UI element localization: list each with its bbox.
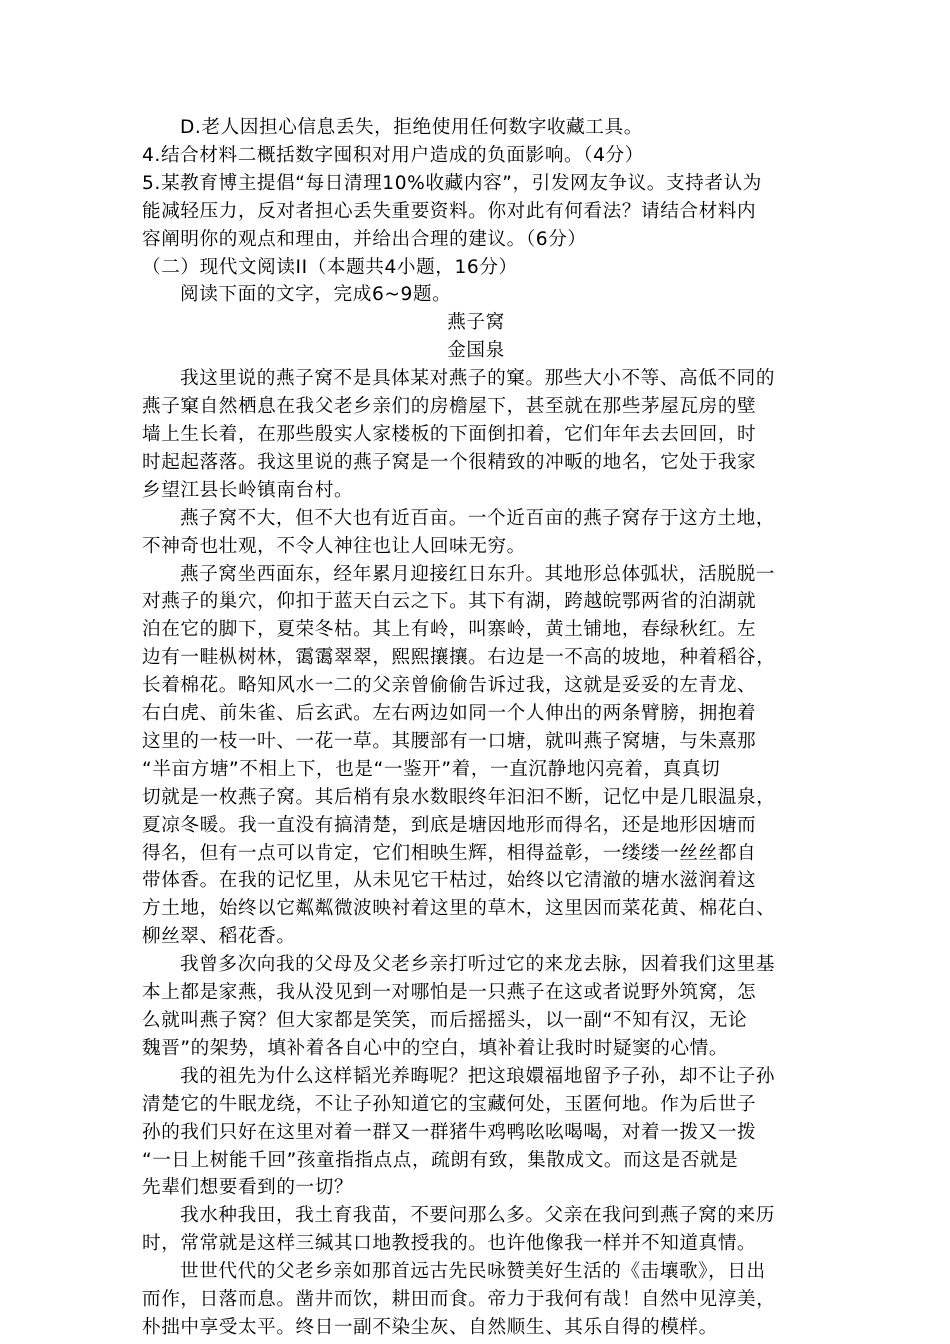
paragraph-line: 时起起落落。我这里说的燕子窝是一个很精致的冲畈的地名，它处于我家 bbox=[142, 451, 757, 473]
paragraph-line: 魏晋”的架势，填补着各自心中的空白，填补着让我时时疑窦的心情。 bbox=[142, 1037, 729, 1059]
paragraph-line: “半亩方塘”不相上下，也是“一鉴开”着，一直沉静地闪亮着，真真切 bbox=[142, 758, 721, 780]
paragraph-line: 边有一畦枞树林，霭霭翠翠，熙熙攘攘。右边是一不高的坡地，种着稻谷， bbox=[142, 647, 776, 669]
paragraph-line: 时，常常就是这样三缄其口地教授我的。也许他像我一样并不知道真情。 bbox=[142, 1233, 757, 1255]
article-paragraph bbox=[142, 1258, 810, 1342]
paragraph-line: 右白虎、前朱雀、后玄武。左右两边如同一个人伸出的两条臂膀，拥抱着 bbox=[142, 703, 757, 725]
paragraph-line: 泊在它的脚下，夏荣冬枯。其上有岭，叫寨岭，黄土铺地，春绿秋红。左 bbox=[142, 619, 757, 641]
paragraph-line: 乡望江县长岭镇南台村。 bbox=[142, 479, 354, 501]
paragraph-line: 燕子窝坐西面东，经年累月迎接红日东升。其地形总体弧状，活脱脱一 bbox=[180, 563, 776, 585]
paragraph-line: 带体香。在我的记忆里，从未见它干枯过，始终以它清澈的塘水滋润着这 bbox=[142, 870, 757, 892]
paragraph-line: 么就叫燕子窝？但大家都是笑笑，而后摇摇头，以一副“不知有汉，无论 bbox=[142, 1010, 748, 1031]
section-instruction: 阅读下面的文字，完成6~9题。 bbox=[180, 284, 452, 306]
paragraph-line: 朴拙中享受太平。终日一副不染尘灰、自然顺生、其乐自得的模样。 bbox=[142, 1316, 718, 1338]
paragraph-line: 这里的一枝一叶、一花一草。其腰部有一口塘，就叫燕子窝塘，与朱熹那 bbox=[142, 730, 757, 752]
article-title: 燕子窝 bbox=[447, 312, 505, 334]
paragraph-line: 不神奇也壮观，不令人神往也让人回味无穷。 bbox=[142, 535, 526, 557]
paragraph-line: 孙的我们只好在这里对着一群又一群猪牛鸡鸭吆吆喝喝，对着一拨又一拨 bbox=[142, 1121, 757, 1143]
paragraph-line: 切就是一枚燕子窝。其后梢有泉水数眼终年汩汩不断，记忆中是几眼温泉， bbox=[142, 786, 776, 808]
option-d: D.老人因担心信息丢失，拒绝使用任何数字收藏工具。 bbox=[180, 117, 643, 138]
question-5-line: 能减轻压力，反对者担心丢失重要资料。你对此有何看法？请结合材料内 bbox=[142, 200, 757, 222]
paragraph-line: 燕子窠自然栖息在我父老乡亲们的房檐屋下，甚至就在那些茅屋瓦房的壁 bbox=[142, 396, 757, 418]
question-5-line: 5.某教育博主提倡“每日清理10%收藏内容”，引发网友争议。支持者认为 bbox=[142, 172, 762, 194]
paragraph-line: 世世代代的父老乡亲如那首远古先民咏赞美好生活的《击壤歌》，日出 bbox=[180, 1261, 766, 1283]
paragraph-line: 长着棉花。略知风水一二的父亲曾偷偷告诉过我，这就是妥妥的左青龙、 bbox=[142, 675, 757, 697]
paragraph-line: 得名，但有一点可以肯定，它们相映生辉，相得益彰，一缕缕一丝丝都自 bbox=[142, 842, 757, 864]
paragraph-line: 燕子窝不大，但不大也有近百亩。一个近百亩的燕子窝存于这方土地， bbox=[180, 507, 776, 529]
paragraph-line: 而作，日落而息。凿井而饮，耕田而食。帝力于我何有哉！自然中见淳美， bbox=[142, 1289, 776, 1311]
paragraph-line: 先辈们想要看到的一切？ bbox=[142, 1177, 354, 1199]
paragraph-line: 我的祖先为什么这样韬光养晦呢？把这琅嬛福地留予子孙，却不让子孙 bbox=[180, 1065, 776, 1087]
article-paragraph bbox=[142, 951, 810, 1063]
article-paragraph bbox=[142, 505, 810, 561]
article-author: 金国泉 bbox=[447, 340, 505, 362]
paragraph-line: 方土地，始终以它粼粼微波映衬着这里的草木，这里因而菜花黄、棉花白、 bbox=[142, 898, 776, 920]
paragraph-line: 夏凉冬暖。我一直没有搞清楚，到底是塘因地形而得名，还是地形因塘而 bbox=[142, 814, 757, 836]
question-5-line: 容阐明你的观点和理由，并给出合理的建议。（6分） bbox=[142, 228, 587, 250]
paragraph-line: 柳丝翠、稻花香。 bbox=[142, 926, 296, 948]
article-paragraph bbox=[142, 365, 810, 505]
section-heading: （二）现代文阅读II（本题共4小题，16分） bbox=[142, 256, 518, 278]
article-paragraph bbox=[142, 1063, 810, 1203]
paragraph-line: 我这里说的燕子窝不是具体某对燕子的窠。那些大小不等、高低不同的 bbox=[180, 368, 776, 390]
paragraph-line: 清楚它的牛眠龙绕，不让子孙知道它的宝藏何处，玉匿何地。作为后世子 bbox=[142, 1093, 757, 1115]
paragraph-line: 本上都是家燕，我从没见到一对哪怕是一只燕子在这或者说野外筑窝，怎 bbox=[142, 982, 757, 1004]
question-5 bbox=[142, 170, 810, 254]
paragraph-line: 我曾多次向我的父母及父老乡亲打听过它的来龙去脉，因着我们这里基 bbox=[180, 954, 776, 976]
paragraph-line: 墙上生长着，在那些殷实人家楼板的下面倒扣着，它们年年去去回回，时 bbox=[142, 423, 757, 445]
paragraph-line: “一日上树能千回”孩童指指点点，疏朗有致，集散成文。而这是否就是 bbox=[142, 1149, 739, 1171]
article-paragraph bbox=[142, 561, 810, 952]
paragraph-line: 对燕子的巢穴，仰扣于蓝天白云之下。其下有湖，跨越皖鄂两省的泊湖就 bbox=[142, 591, 757, 613]
article-paragraph bbox=[142, 1202, 810, 1258]
question-4: 4.结合材料二概括数字囤积对用户造成的负面影响。（4分） bbox=[142, 144, 644, 166]
paragraph-line: 我水种我田，我土育我苗，不要问那么多。父亲在我问到燕子窝的来历 bbox=[180, 1205, 776, 1227]
article-body bbox=[142, 365, 810, 1342]
